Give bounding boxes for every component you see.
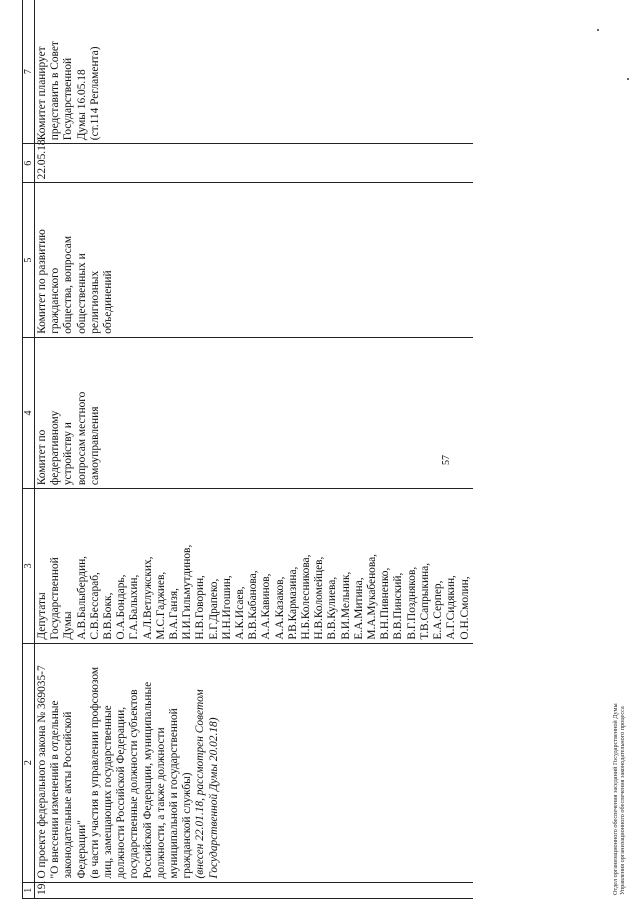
author-line: И.И.Гильмутдинов, — [181, 544, 194, 640]
column-header: 2 — [23, 643, 35, 882]
author-line: Е.А.Серпер, — [432, 580, 445, 640]
co-executor-committee-cell — [35, 183, 473, 337]
committee-line: Комитет по — [36, 429, 48, 486]
bill-title-line: законодательные акты Российской — [62, 711, 75, 879]
bill-title-line: должности, а также должности — [154, 727, 167, 879]
author-line: Р.В.Кармазина, — [286, 566, 299, 640]
bill-title-line: Российской Федерации, муниципальные — [141, 681, 154, 879]
scan-speck — [597, 29, 599, 31]
column-header: 4 — [23, 337, 35, 488]
author-line: В.Г.Поздняков, — [405, 566, 418, 640]
bill-title-line: "О внесении изменений в отдельные — [49, 700, 62, 879]
committee-line: религиозных — [88, 270, 101, 334]
bill-title-line: Федерации" — [75, 820, 88, 879]
committee-line: самоуправления — [88, 406, 101, 486]
column-header: 5 — [23, 183, 35, 337]
author-line: В.В.Кабанова, — [247, 570, 260, 640]
author-line: Е.А.Митина, — [352, 577, 365, 640]
scan-speck — [627, 78, 629, 80]
author-line: Н.В.Коломейцев, — [313, 556, 326, 640]
bill-title-line: государственные должности субъектов — [128, 689, 141, 879]
author-line: Депутаты — [36, 592, 48, 640]
author-line: А.Г.Сидякин, — [445, 575, 458, 640]
plan-line: (ст.114 Регламента) — [88, 46, 101, 141]
author-line: В.И.Мельник, — [339, 571, 352, 640]
footer-line: Управления организационного обеспечения законодательного процесса — [619, 706, 626, 895]
committee-line: общества, вопросам — [62, 235, 75, 334]
author-line: М.С.Гаджиев, — [154, 571, 167, 640]
committee-line: объединений — [102, 270, 115, 334]
author-line: А.А.Казаков, — [273, 576, 286, 640]
committee-line: федеративному — [49, 410, 62, 486]
author-line: В.В.Бокк, — [102, 592, 115, 640]
bill-title-line: муниципальной и государственной — [168, 708, 181, 879]
committee-line: устройству и — [62, 422, 75, 486]
author-line: А.Л.Ветлужских, — [141, 556, 154, 640]
bill-status-note: (внесен 22.01.18, рассмотрен Советом — [194, 689, 207, 879]
author-line: И.Н.Игошин, — [220, 575, 233, 640]
author-line: В.В.Кулиева, — [326, 576, 339, 640]
author-line: А.В.Балыбердин, — [75, 555, 88, 640]
column-header: 7 — [23, 0, 35, 144]
bill-title-line: (в части участия в управлении профсоюзом — [88, 666, 101, 879]
page-footer — [612, 703, 626, 895]
author-line: Г.А.Балыхин, — [128, 574, 141, 640]
date-cell: 22.05.18 — [35, 144, 473, 183]
committee-line: вопросам местного — [75, 391, 88, 486]
author-line: О.Н.Смолин, — [458, 576, 471, 640]
plan-line: представить в Совет — [49, 41, 62, 141]
committee-line: общественных и — [75, 253, 88, 334]
author-line: Т.В.Сапрыкина, — [418, 562, 431, 640]
column-header: 6 — [23, 144, 35, 183]
author-line: Н.Б.Колесникова, — [300, 554, 313, 640]
plan-line: Комитет планирует — [36, 46, 48, 141]
column-number-row — [23, 0, 35, 899]
author-line: М.А.Мукабенова, — [366, 553, 379, 640]
author-line: В.Н.Пивненко, — [379, 567, 392, 640]
author-line: О.А.Бондарь, — [115, 574, 128, 640]
author-line: Думы — [62, 611, 75, 640]
bill-title-line: должности Российской Федерации, — [115, 706, 128, 879]
plan-line: Государственной — [62, 57, 75, 141]
bill-title-line: О проекте федерального закона № 369035-7 — [36, 665, 48, 879]
author-line: А.А.Кавинов, — [260, 573, 273, 640]
table-row — [35, 0, 473, 899]
column-header: 1 — [23, 882, 35, 898]
page-number: 57 — [441, 455, 452, 465]
author-line: С.В.Бессараб, — [88, 572, 101, 640]
bill-title-line: гражданской службы) — [181, 772, 194, 879]
footer-line: Отдел организационного обеспечения заседаний Государственной Думы — [612, 703, 619, 895]
author-line: Е.Г.Драпеко, — [207, 578, 220, 640]
authors-cell — [35, 489, 473, 643]
author-line: Государственной — [49, 557, 62, 640]
row-number: 19. — [35, 882, 473, 898]
committee-line: Комитет по развитию — [36, 229, 48, 334]
bill-title-line: лиц, замещающих государственные — [102, 705, 115, 879]
plan-cell — [35, 0, 473, 144]
author-line: Н.В.Говорин, — [194, 575, 207, 640]
bill-status-note: Государственной Думы 20.02.18) — [207, 717, 220, 879]
author-line: А.К.Исаев, — [234, 586, 247, 640]
bill-title-cell — [35, 643, 473, 882]
author-line: В.В.Пинский, — [392, 572, 405, 640]
committee-line: гражданского — [49, 267, 62, 334]
plan-line: Думы 16.05.18 — [75, 69, 88, 141]
author-line: В.А.Ганзя, — [168, 588, 181, 640]
responsible-committee-cell — [35, 337, 473, 488]
column-header: 3 — [23, 489, 35, 643]
bill-table — [22, 0, 473, 899]
